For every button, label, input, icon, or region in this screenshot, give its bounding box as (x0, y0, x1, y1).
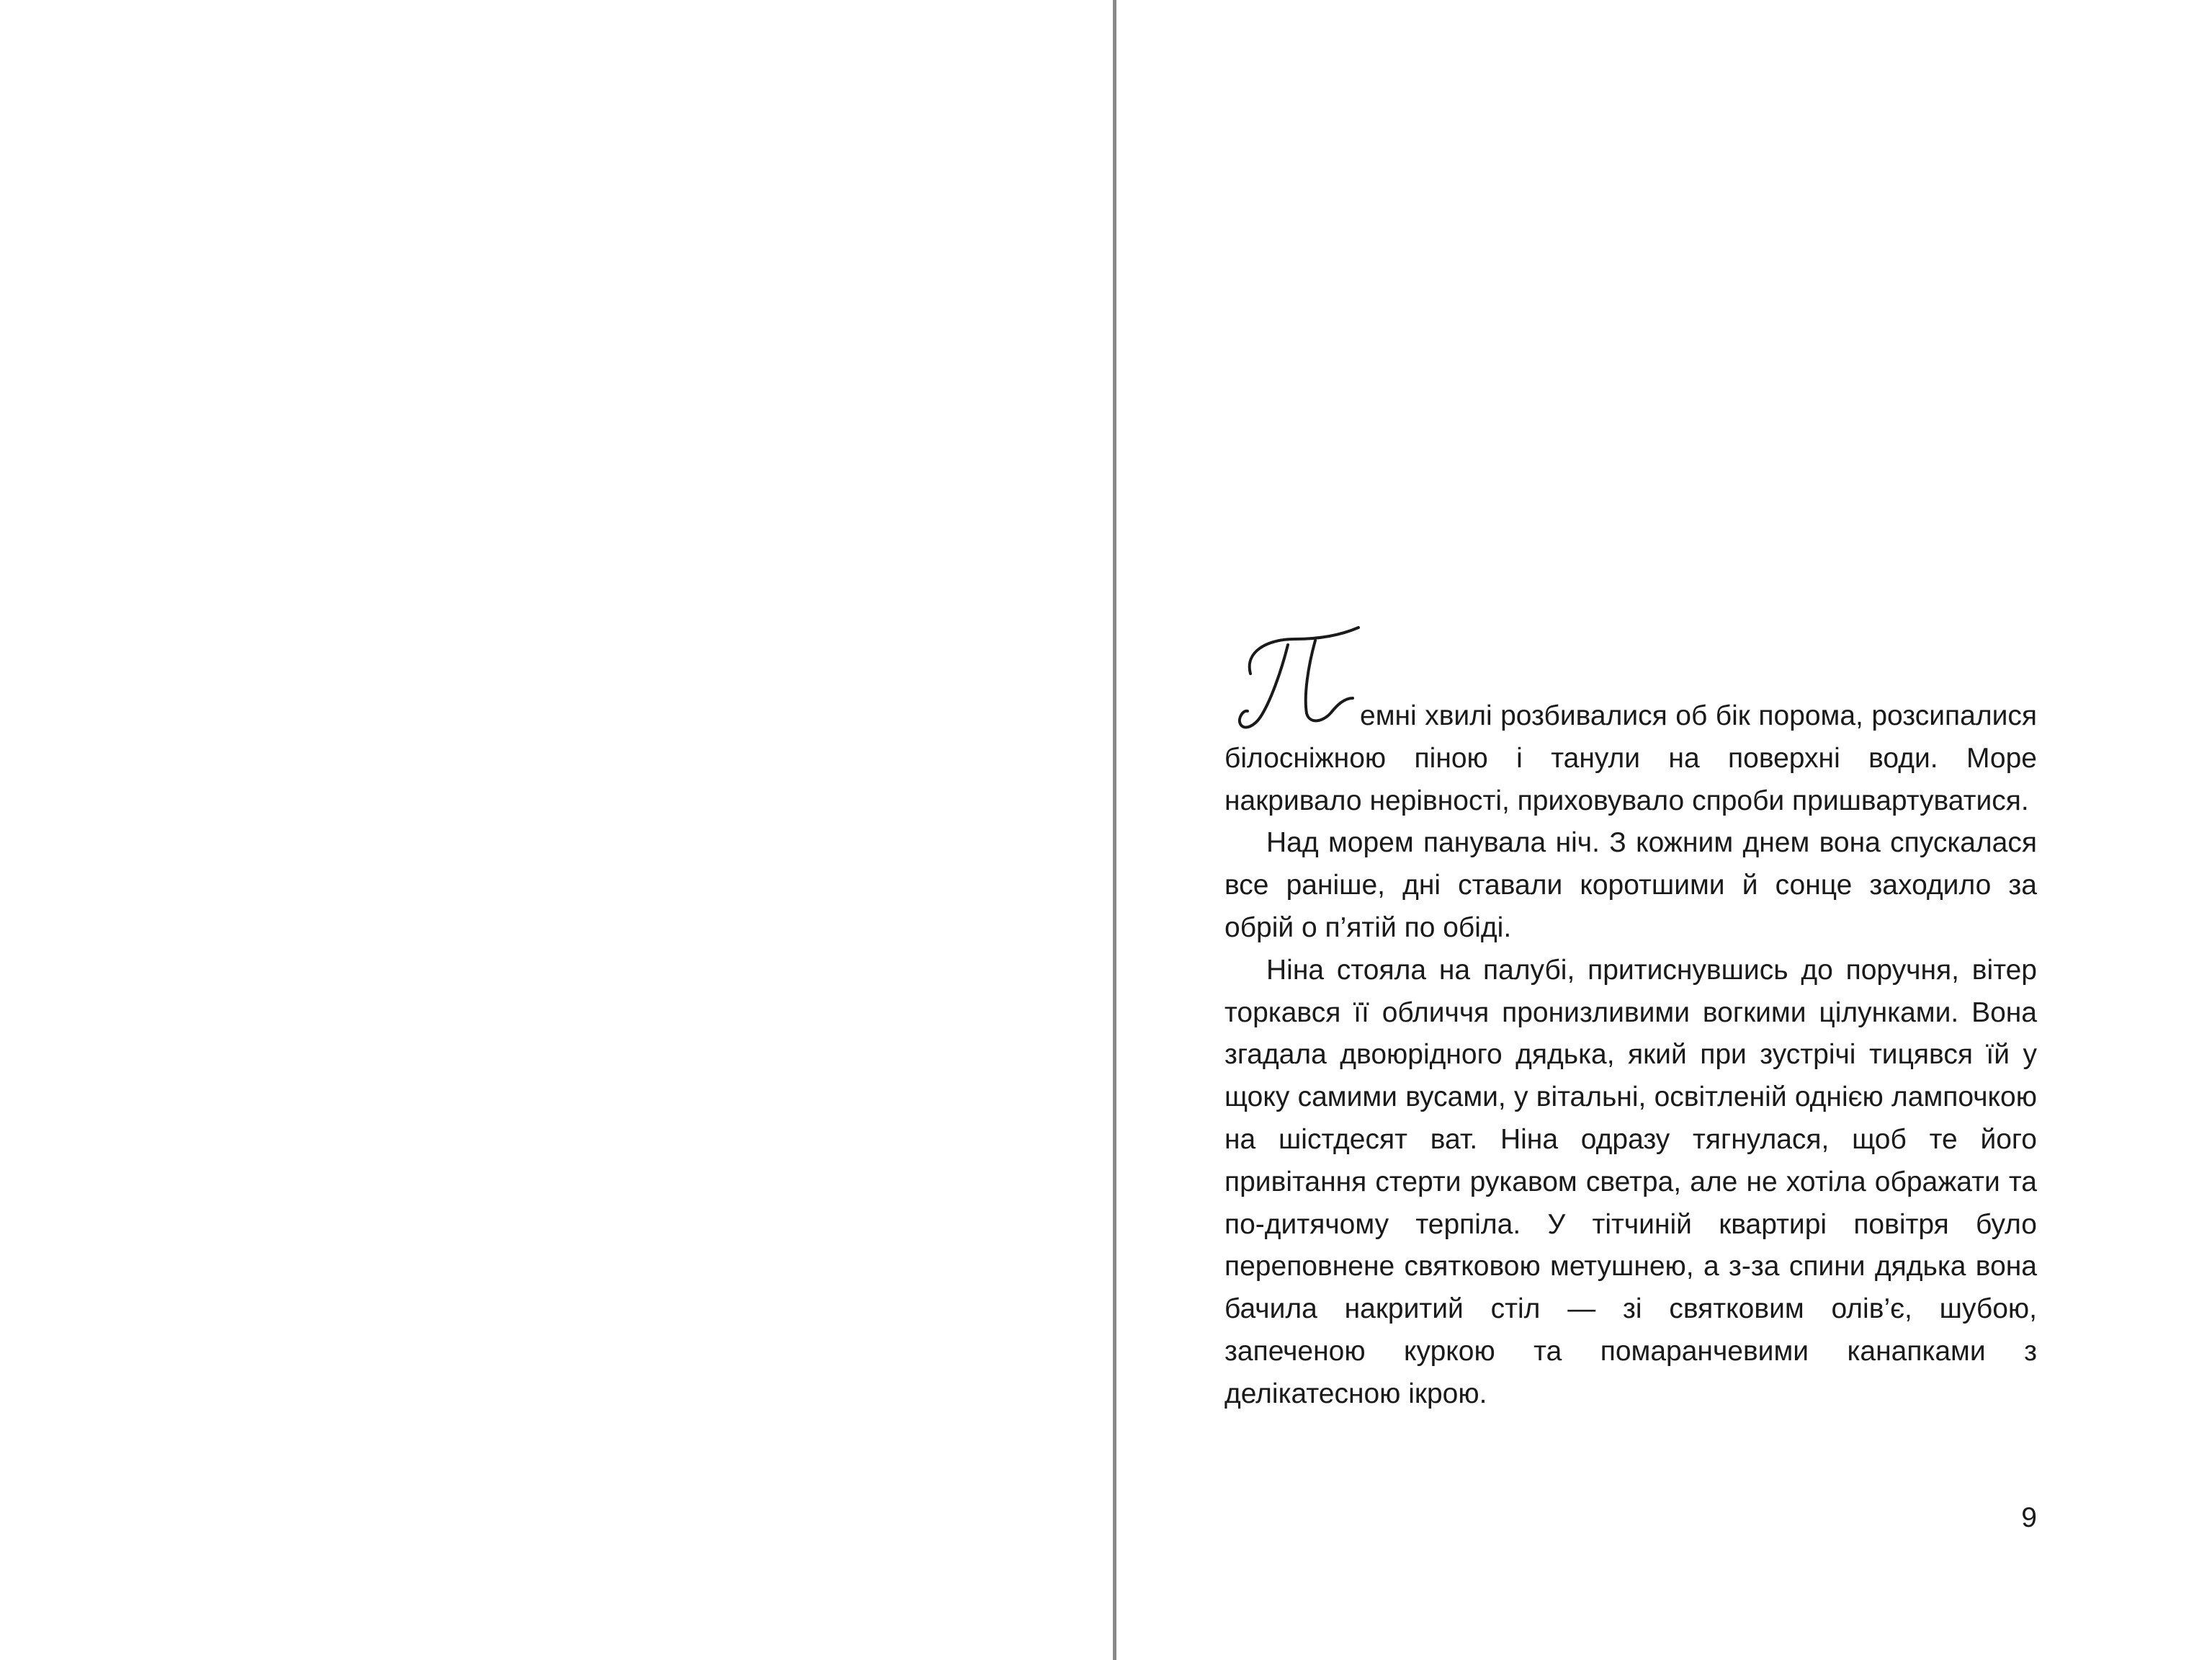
paragraph-1: емні хвилі розбивалися об бік порома, розсипалися білосніжною піною і танули на поверхні води. Море накривало нерівності, приховувало спроби пришвартуватися. (1224, 700, 2037, 816)
paragraph-3: Ніна стояла на палубі, притиснувшись до поручня, вітер торкався її обличчя пронизливими вогкими цілунками. Вона згадала двоюрідного дядька, який при зустрічі тицявся їй у щоку самими вусами, у вітальні, освітленій однією лампочкою на шістдесят ват. Ніна одразу тягнулася, щоб те його привітання стерти рукавом светра, але не хотіла ображати та по-дитячому терпіла. У тітчиній квартирі повітря було переповнене святковою метушнею, а з-за спини дядька вона бачила накритий стіл — зі святковим олів’є, шубою, запеченою куркою та помаранчевими канапками з делікатесною ікрою. (1224, 954, 2037, 1409)
body-text (1224, 695, 2037, 1416)
paragraph-2: Над морем панувала ніч. З кожним днем вона спускалася все раніше, дні ставали коротшими й сонце заходило за обрій о п’ятій по обіді. (1224, 827, 2037, 943)
page-number: 9 (2021, 1502, 2037, 1533)
